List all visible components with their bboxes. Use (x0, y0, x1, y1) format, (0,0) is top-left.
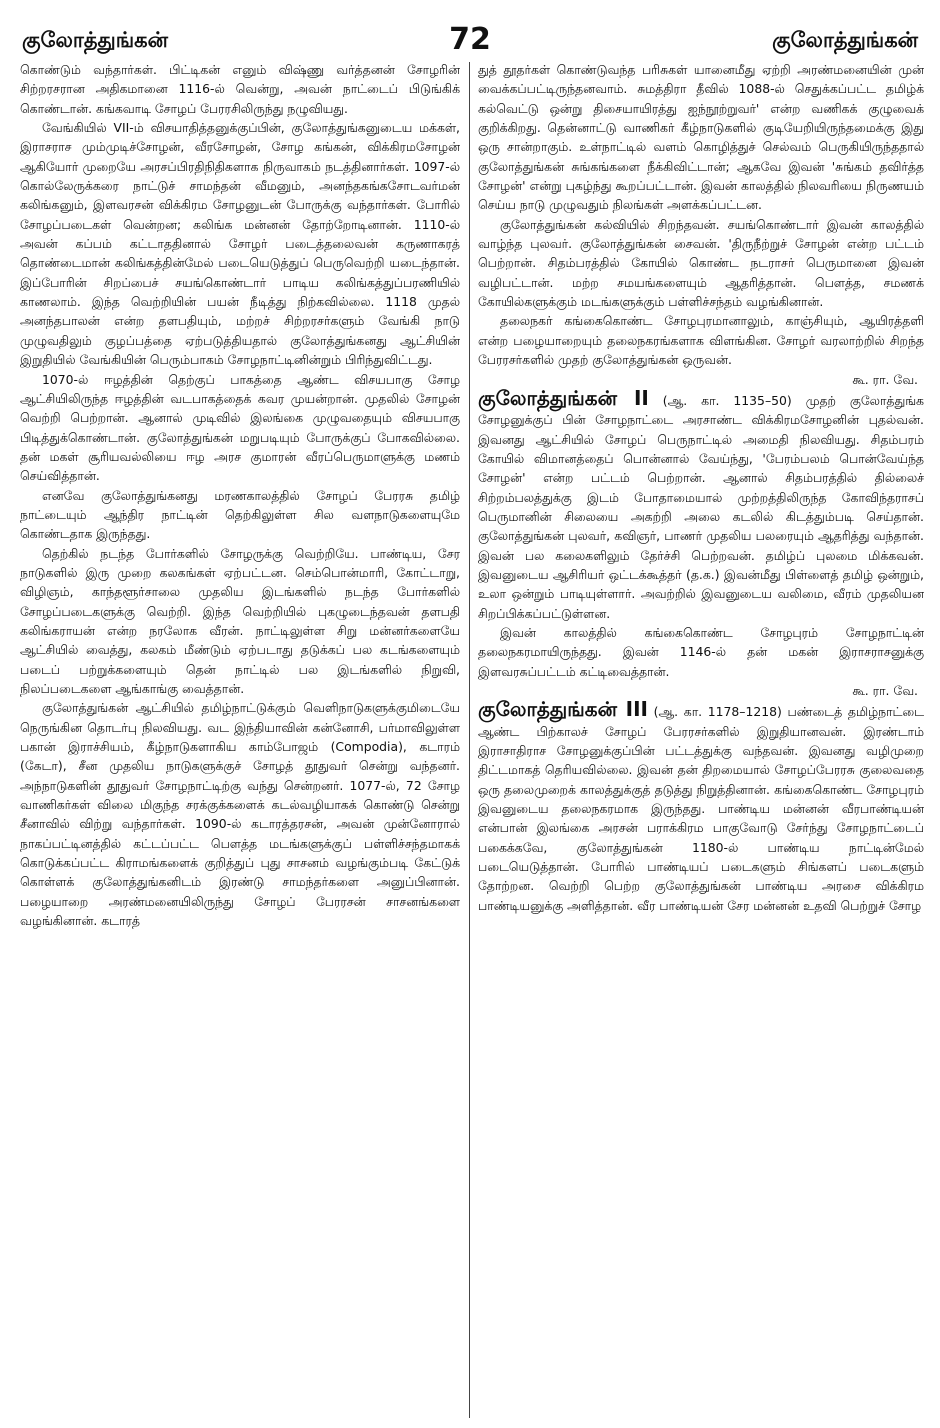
column-divider (469, 62, 470, 1418)
left-column (20, 60, 460, 1420)
paragraph: எனவே குலோத்துங்கனது மரணகாலத்தில் சோழப் பேரரசு தமிழ் நாட்டையும் ஆந்திர நாட்டின் தெற்கிலுள்ள சில வளநாடுகளையுமே கொண்டதாக இருந்தது. (20, 487, 460, 542)
running-head-left: குலோத்துங்கன் (22, 28, 168, 52)
paragraph: 1070-ல் ஈழத்தின் தெற்குப் பாகத்தை ஆண்ட விசயபாகு சோழ ஆட்சியிலிருந்த ஈழத்தின் வடபாகத்தைக் கவர முயன்றான். முதலில் சோழன் வெற்றி பெற்றான். ஆனால் முடிவில் இலங்கை முழுவதையும் விசயபாகு பிடித்துக்கொண்டான். குலோத்துங்கன் மறுபடியும் போருக்குப் போகவில்லை. தன் மகள் சூரியவல்லியை ஈழ அரச குமாரன் வீரப்பெருமாளுக்கு மணம் செய்வித்தான். (20, 371, 460, 484)
paragraph (478, 311, 924, 388)
entry-dates: (ஆ. கா. 1178–1218) (653, 704, 782, 720)
paragraph: வேங்கியில் VII-ம் விசயாதித்தனுக்குப்பின், குலோத்துங்கனுடைய மக்கள், இராசராச மும்முடிச்சோழன், வீரசோழன், சோழ கங்கன், விக்கிரமசோழன் ஆகியோர் முறையே அரசப்பிரதிநிதிகளாக நிருவாகம் நடத்தினார்கள். 1097-ல் கொல்லேருக்கரை நாட்டுச் சாமந்தன் வீமனும், அனந்தகங்கசோடவர்மன் கலிங்கனும், இளவரசன் விக்கிரம சோழனுடன் போருக்கு வந்தார்கள். போரில் சோழப்படைகள் வென்றன; கலிங்க மன்னன் தோற்றோடினான். 1110-ல் அவன் கப்பம் கட்டாததினால் சோழர் படைத்தலைவன் கருணாகரத் தொண்டைமான் கலிங்கத்தின்மேல் படையெடுத்துப் பெருவெற்றி யடைந்தான். இப்போரின் சிறப்பைச் சயங்கொண்டார் பாடிய கலிங்கத்துப்பரணியில் காணலாம். இந்த வெற்றியின் பயன் நீடித்து நிற்கவில்லை. 1118 முதல் அனந்தபாலன் என்ற தளபதியும், மற்றச் சிற்றரசர்களும் வேங்கி நாடு முழுவதிலும் குழப்பத்தை ஏற்படுத்தியதால் குலோத்துங்கனது ஆட்சியின் இறுதியில் வேங்கியின் பெரும்பாகம் சோழநாட்டினின்றும் பிரிந்துவிட்டது. (20, 120, 460, 368)
paragraph: துத் தூதர்கள் கொண்டுவந்த பரிசுகள் யானைமீது ஏற்றி அரண்மனையின் முன் வைக்கப்பட்டிருந்தனவாம். சுமத்திரா தீவில் 1088-ல் செதுக்கப்பட்ட தமிழ்க் கல்வெட்டு ஒன்று திசையாயிரத்து ஐந்நூற்றுவர்' என்ற வணிகக் குழுவைக் குறிக்கிறது. தென்னாட்டு வாணிகர் கீழ்நாடுகளில் குடியேறியிருந்தமைக்கு இது ஒரு சான்றாகும். உள்நாட்டில் வளம் கொழித்துச் செல்வம் பெருகியிருந்ததால் குலோத்துங்கன் சுங்கங்களை நீக்கிவிட்டான்; ஆகவே இவன் 'சுங்கம் தவிர்த்த சோழன்' என்று புகழ்ந்து கூறப்பட்டான். இவன் காலத்தில் நிலவரியை நிருணயம் செய்ய நாடு முழுவதும் நிலங்கள் அளக்கப்பட்டன. (478, 62, 924, 213)
paragraph (478, 623, 924, 700)
page-number: 72 (449, 22, 491, 57)
author-signature: கூ. ரா. வே. (852, 371, 918, 387)
page-header (16, 10, 924, 60)
running-head-right: குலோத்துங்கன் (772, 28, 918, 52)
entry-title: குலோத்துங்கன் III (478, 697, 648, 722)
entry-text: முதற் குலோத்துங்க சோழனுக்குப் பின் சோழநாட்டை அரசாண்ட விக்கிரமசோழனின் புதல்வன். இவனது ஆட்சியில் சோழப் பெருநாட்டில் அமைதி நிலவியது. சிதம்பரம் கோயில் விமானத்தைப் பொன்னால் வேய்ந்து, 'பேரம்பலம் பொன்வேய்ந்த சோழன்' என்ற பட்டம் பெற்றான். ஆனால் சிதம்பரத்தில் தில்லைச் சிற்றம்பலத்துக்கு இடம் போதாமையால் முற்றத்திலிருந்த கோவிந்தராசப் பெருமானின் சிலையை அகற்றி அலை கடலில் கிடத்தும்படி செய்தான். குலோத்துங்கன் புலவர், கவிஞர், பாணர் முதலிய பலரையும் ஆதரித்து வந்தான். இவன் பல கலைகளிலும் தேர்ச்சி பெற்றவன். தமிழ்ப் புலமை மிக்கவன். இவனுடைய ஆசிரியர் ஒட்டக்கூத்தர் (த.க.) இவன்மீது பிள்ளைத் தமிழ் ஒன்றும், உலா ஒன்றும் பாடியுள்ளார். அவற்றில் இவனுடைய வலிமை, வீரம் முதலியன சிறப்பிக்கப்பட்டுள்ளன. (478, 392, 924, 621)
entry-kulothungan-2 (478, 385, 924, 623)
entry-text: பண்டைத் தமிழ்நாட்டை ஆண்ட பிற்காலச் சோழப் பேரரசர்களில் இறுதியானவன். இரண்டாம் இராசாதிராச சோழனுக்குப்பின் பட்டத்துக்கு வந்தவன். இவனது வழிமுறை திட்டமாகத் தெரியவில்லை. இவன் தன் திறமையால் சோழப்பேரரசு குலைவதை ஒரு தலைமுறைக் காலத்துக்குத் தடுத்து நிறுத்தினான். கங்கைகொண்ட சோழபுரம் இவனுடைய தலைநகரமாக இருந்தது. பாண்டிய மன்னன் வீரபாண்டியன் என்பான் இலங்கை அரசன் பராக்கிரம பாகுவோடு சேர்ந்து சோழநாட்டைப் பகைக்கவே, குலோத்துங்கன் 1180-ல் பாண்டிய நாட்டின்மேல் படையெடுத்தான். போரில் பாண்டியப் படைகளும் சிங்களப் படைகளும் தோற்றன. வெற்றி பெற்ற குலோத்துங்கன் பாண்டிய அரசை விக்கிரம பாண்டியனுக்கு அளித்தான். வீர பாண்டியன் சேர மன்னன் உதவி பெற்றுச் சோழ (478, 704, 924, 913)
entry-dates: (ஆ. கா. 1135–50) (662, 392, 792, 408)
paragraph: குலோத்துங்கன் ஆட்சியில் தமிழ்நாட்டுக்கும் வெளிநாடுகளுக்குமிடையே நெருங்கின தொடர்பு நிலவியது. வட இந்தியாவின் கன்னோசி, பர்மாவிலுள்ள பகான் இராச்சியம், கீழ்நாடுகளாகிய காம்போஜம் (Compodia), கடாரம் (கேடா), சீன முதலிய நாடுகளுக்குச் சோழத் தூதுவர் சென்று வந்தனர். அந்நாடுகளின் தூதுவர் சோழநாட்டிற்கு வந்து சென்றனர். 1077-ல், 72 சோழ வாணிகர்கள் விலை மிகுந்த சரக்குக்களைக் கடல்வழியாகக் கொண்டு சென்று சீனாவில் விற்று வந்தார்கள். 1090-ல் கடாரத்தரசன், அவன் முன்னோரால் நாகப்பட்டினத்தில் கட்டப்பட்ட பௌத்த மடங்களுக்குப் பள்ளிச்சந்தமாகக் கொடுக்கப்பட்ட கிராமங்களைக் குறித்துப் புது சாசனம் வழங்கும்படி கேட்டுக் கொள்ளக் குலோத்துங்கனிடம் இரண்டு சாமந்தர்களை அனுப்பினான். பழையாறை அரண்மனையிலிருந்து சோழப் பேரரசன் சாசனங்களை வழங்கினான். கடாரத் (20, 700, 460, 929)
entry-kulothungan-3 (478, 697, 924, 915)
author-signature: கூ. ரா. வே. (852, 683, 918, 698)
right-column (478, 60, 924, 1420)
entry-title: குலோத்துங்கன் II (478, 385, 649, 410)
paragraph-text: இவன் காலத்தில் கங்கைகொண்ட சோழபுரம் சோழநாட்டின் தலைநகரமாயிருந்தது. இவன் 1146-ல் தன் மகன் இராசராசனுக்கு இளவரசுப்பட்டம் கட்டிவைத்தான். (478, 624, 924, 679)
paragraph: கொண்டும் வந்தார்கள். பிட்டிகன் எனும் விஷ்ணு வர்த்தனன் சோழரின் சிற்றரசரான அதிகமானை 1116-ல் வென்று, அவன் நாட்டைப் பிடுங்கிக் கொண்டான். கங்கவாடி சோழப் பேரரசிலிருந்து நழுவியது. (20, 62, 460, 116)
paragraph-text: தலைநகர் கங்கைகொண்ட சோழபுரமானாலும், காஞ்சியும், ஆயிரத்தளி என்ற பழையாறையும் தலைநகரங்களாக விளங்கின. சோழர் வரலாற்றில் சிறந்த பேரரசர்களில் முதற் குலோத்துங்கன் ஒருவன். (478, 313, 924, 368)
paragraph: குலோத்துங்கன் கல்வியில் சிறந்தவன். சயங்கொண்டார் இவன் காலத்தில் வாழ்ந்த புலவர். குலோத்துங்கன் சைவன். 'திருநீற்றுச் சோழன் என்ற பட்டம் பெற்றான். சிதம்பரத்தில் கோயில் கொண்ட நடராசர் பெருமானை இவன் வழிபட்டான். மற்ற சமயங்களையும் ஆதரித்தான். பௌத்த, சமணக் கோயில்களுக்கும் மடங்களுக்கும் பள்ளிச்சந்தம் வழங்கினான். (478, 216, 924, 310)
paragraph: தெற்கில் நடந்த போர்களில் சோழருக்கு வெற்றியே. பாண்டிய, சேர நாடுகளில் இரு முறை கலகங்கள் ஏற்பட்டன. செம்பொன்மாரி, கோட்டாறு, விழிஞம், காந்தளூர்சாலை முதலிய இடங்களில் நடந்த போர்களில் சோழப்படைகளுக்கு வெற்றி. இந்த வெற்றியில் புகழுடைந்தவன் தளபதி கலிங்கராயன் என்ற நரலோக வீரன். நாட்டிலுள்ள சிறு மன்னர்களையே ஆட்சியில் வைத்து, கலகம் மீண்டும் ஏற்படாது தடுக்கப் பல கடங்களையும் படைப் பற்றுக்களையும் தென் நாட்டில் பல இடங்களில் நிறுவி, நிலப்படைகளை ஆங்காங்கு வைத்தான். (20, 545, 460, 696)
